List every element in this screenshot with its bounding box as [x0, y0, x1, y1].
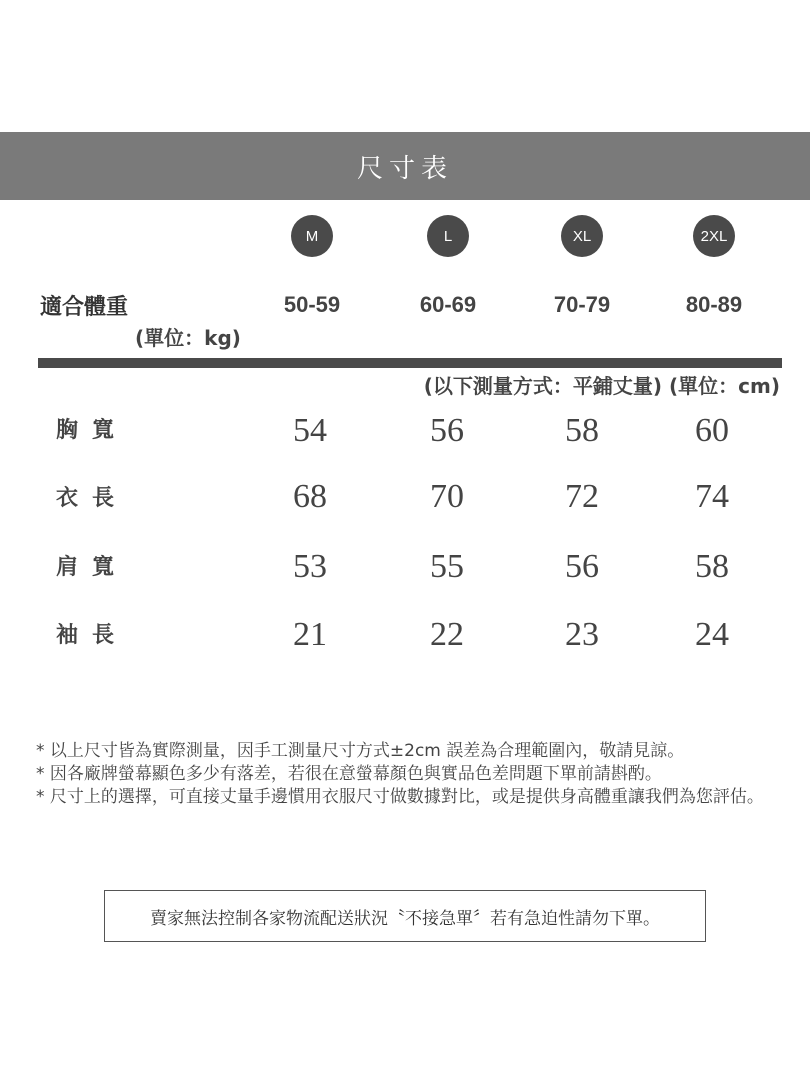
- cell-sleeve-l: 22: [430, 616, 464, 653]
- size-badge-l: L: [427, 215, 469, 257]
- shipping-warning-text: 賣家無法控制各家物流配送狀況〝不接急單〞若有急迫性請勿下單。: [150, 908, 660, 929]
- section-divider: [38, 358, 782, 368]
- cell-shoulder-2xl: 58: [695, 548, 729, 585]
- weight-value-m: 50-59: [283, 292, 341, 317]
- cell-sleeve-m: 21: [293, 616, 327, 653]
- cell-chest-xl: 58: [565, 412, 599, 449]
- cell-sleeve-2xl: 24: [695, 616, 729, 653]
- cell-shoulder-l: 55: [430, 548, 464, 585]
- row-label-shoulder: 肩寬: [56, 555, 129, 580]
- cell-chest-2xl: 60: [695, 412, 729, 449]
- weight-label: 適合體重: [40, 295, 129, 320]
- cell-length-l: 70: [430, 478, 464, 515]
- size-chart-title: 尺寸表: [356, 153, 453, 184]
- cell-length-2xl: 74: [695, 478, 729, 515]
- row-label-sleeve: 袖長: [56, 623, 129, 648]
- size-badge-2xl: 2XL: [693, 215, 735, 257]
- weight-unit: (單位：kg): [135, 326, 241, 350]
- shipping-warning-box: [104, 890, 706, 942]
- note-item: * 尺寸上的選擇，可直接丈量手邊慣用衣服尺寸做數據對比，或是提供身高體重讓我們為您評估。: [36, 787, 764, 807]
- row-label-length: 衣長: [56, 486, 129, 511]
- weight-value-l: 60-69: [419, 292, 477, 317]
- row-label-chest: 胸寬: [56, 418, 129, 443]
- measure-method-note: (以下測量方式：平鋪丈量) (單位：cm): [423, 374, 780, 398]
- cell-shoulder-m: 53: [293, 548, 327, 585]
- cell-length-m: 68: [293, 478, 327, 515]
- notes-block: [36, 740, 796, 809]
- cell-length-xl: 72: [565, 478, 599, 515]
- size-chart-header: [0, 132, 810, 200]
- cell-sleeve-xl: 23: [565, 616, 599, 653]
- note-item: * 以上尺寸皆為實際測量，因手工測量尺寸方式±2cm 誤差為合理範圍內，敬請見諒。: [36, 741, 685, 761]
- size-badge-m: M: [291, 215, 333, 257]
- cell-chest-l: 56: [430, 412, 464, 449]
- note-item: * 因各廠牌螢幕顯色多少有落差，若很在意螢幕顏色與實品色差問題下單前請斟酌。: [36, 764, 662, 784]
- weight-value-2xl: 80-89: [685, 292, 743, 317]
- size-badge-xl: XL: [561, 215, 603, 257]
- cell-shoulder-xl: 56: [565, 548, 599, 585]
- cell-chest-m: 54: [293, 412, 327, 449]
- weight-value-xl: 70-79: [553, 292, 611, 317]
